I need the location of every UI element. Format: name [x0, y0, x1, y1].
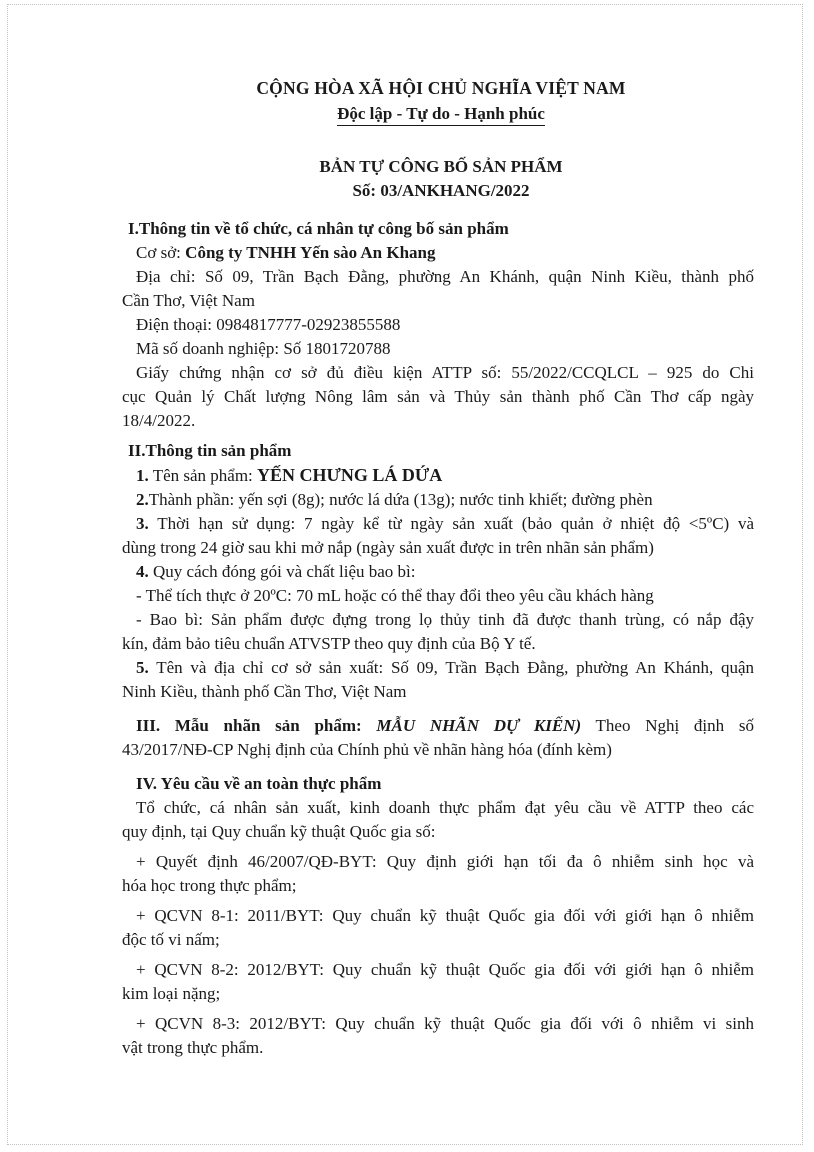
regulation-4-line-1: + QCVN 8-3: 2012/BYT: Quy chuẩn kỹ thuật Quốc gia đối với ô nhiễm vi sinh	[136, 1014, 754, 1033]
section-label-sample	[122, 714, 754, 762]
section-2-heading: II.Thông tin sản phẩm	[128, 441, 292, 460]
national-motto: Độc lập - Tự do - Hạnh phúc	[337, 103, 545, 126]
facility-label: Cơ sở:	[136, 243, 186, 262]
product-name-value: YẾN CHƯNG LÁ DỨA	[257, 465, 443, 485]
item-3-number: 3.	[136, 514, 149, 533]
section-3-line-1	[128, 714, 754, 738]
section-food-safety	[122, 772, 754, 1060]
certificate-line-3: 18/4/2022.	[122, 411, 196, 430]
section-3-heading-italic: MẪU NHÃN DỰ KIẾN)	[376, 716, 582, 735]
section-product-info	[122, 439, 754, 704]
address-line-1: Địa chỉ: Số 09, Trần Bạch Đằng, phường An Khánh, quận Ninh Kiều, thành phố	[136, 267, 754, 286]
national-title: CỘNG HÒA XÃ HỘI CHỦ NGHĨA VIỆT NAM	[256, 78, 626, 98]
manufacturer-line-1	[128, 656, 754, 680]
regulation-3-line-1: + QCVN 8-2: 2012/BYT: Quy chuẩn kỹ thuật Quốc gia đối với giới hạn ô nhiễm	[136, 960, 754, 979]
document-title: BẢN TỰ CÔNG BỐ SẢN PHẨM	[319, 157, 563, 176]
regulation-1-line-2: hóa học trong thực phẩm;	[122, 876, 297, 895]
safety-intro-line-2: quy định, tại Quy chuẩn kỹ thuật Quốc gia số:	[122, 822, 436, 841]
regulation-2-line-1: + QCVN 8-1: 2011/BYT: Quy chuẩn kỹ thuật Quốc gia đối với giới hạn ô nhiễm	[136, 906, 754, 925]
tax-code-line: Mã số doanh nghiệp: Số 1801720788	[136, 339, 391, 358]
section-3-heading: III. Mẫu nhãn sản phẩm:	[136, 716, 377, 735]
ingredients-text: Thành phần: yến sợi (8g); nước lá dứa (13g); nước tinh khiết; đường phèn	[148, 490, 653, 509]
regulation-3-line-2: kim loại nặng;	[122, 984, 221, 1003]
address-line-2: Cần Thơ, Việt Nam	[122, 291, 255, 310]
document-title-block	[128, 155, 754, 203]
item-1-number: 1.	[136, 466, 149, 485]
packaging-material-line-1: - Bao bì: Sản phẩm được đựng trong lọ thủy tinh đã được thanh trùng, có nắp đậy	[136, 610, 754, 629]
section-4-heading: IV. Yêu cầu về an toàn thực phẩm	[136, 774, 382, 793]
product-name-label: Tên sản phẩm:	[148, 466, 258, 485]
facility-name: Công ty TNHH Yến sào An Khang	[185, 243, 436, 262]
phone-line: Điện thoại: 0984817777-02923855588	[136, 315, 401, 334]
item-4-number: 4.	[136, 562, 149, 581]
ingredients-line	[128, 488, 754, 512]
safety-intro-line-1: Tổ chức, cá nhân sản xuất, kinh doanh thực phẩm đạt yêu cầu về ATTP theo các	[136, 798, 754, 817]
item-2-number: 2.	[136, 490, 149, 509]
facility-line	[128, 241, 754, 265]
section-organization	[122, 217, 754, 433]
item-5-number: 5.	[136, 658, 149, 677]
section-1-heading: I.Thông tin về tổ chức, cá nhân tự công bố sản phẩm	[128, 219, 509, 238]
shelf-life-text-1: Thời hạn sử dụng: 7 ngày kể từ ngày sản xuất (bảo quản ở nhiệt độ <5ºC) và	[148, 514, 754, 533]
product-name-line	[128, 463, 754, 488]
regulation-2-line-2: độc tố vi nấm;	[122, 930, 220, 949]
section-3-line-2: 43/2017/NĐ-CP Nghị định của Chính phủ về nhãn hàng hóa (đính kèm)	[122, 740, 612, 759]
packaging-heading-line	[128, 560, 754, 584]
section-3-text-1: Theo Nghị định số	[581, 716, 754, 735]
regulation-4-line-2: vật trong thực phẩm.	[122, 1038, 264, 1057]
shelf-life-line-2: dùng trong 24 giờ sau khi mở nắp (ngày sản xuất được in trên nhãn sản phẩm)	[122, 538, 654, 557]
document-body	[122, 76, 754, 1060]
certificate-line-2: cục Quản lý Chất lượng Nông lâm sản và Thủy sản thành phố Cần Thơ cấp ngày	[122, 387, 754, 406]
manufacturer-text-1: Tên và địa chỉ cơ sở sản xuất: Số 09, Trần Bạch Đằng, phường An Khánh, quận	[148, 658, 754, 677]
manufacturer-line-2: Ninh Kiều, thành phố Cần Thơ, Việt Nam	[122, 682, 407, 701]
shelf-life-line-1	[128, 512, 754, 536]
document-number: Số: 03/ANKHANG/2022	[352, 181, 530, 200]
packaging-volume-line: - Thể tích thực ở 20ºC: 70 mL hoặc có thể thay đổi theo yêu cầu khách hàng	[136, 586, 654, 605]
packaging-heading-text: Quy cách đóng gói và chất liệu bao bì:	[148, 562, 416, 581]
packaging-material-line-2: kín, đảm bảo tiêu chuẩn ATVSTP theo quy định của Bộ Y tế.	[122, 634, 536, 653]
motto-wrap	[128, 102, 754, 126]
certificate-line-1: Giấy chứng nhận cơ sở đủ điều kiện ATTP số: 55/2022/CCQLCL – 925 do Chi	[136, 363, 754, 382]
regulation-1-line-1: + Quyết định 46/2007/QĐ-BYT: Quy định giới hạn tối đa ô nhiễm sinh học và	[136, 852, 754, 871]
